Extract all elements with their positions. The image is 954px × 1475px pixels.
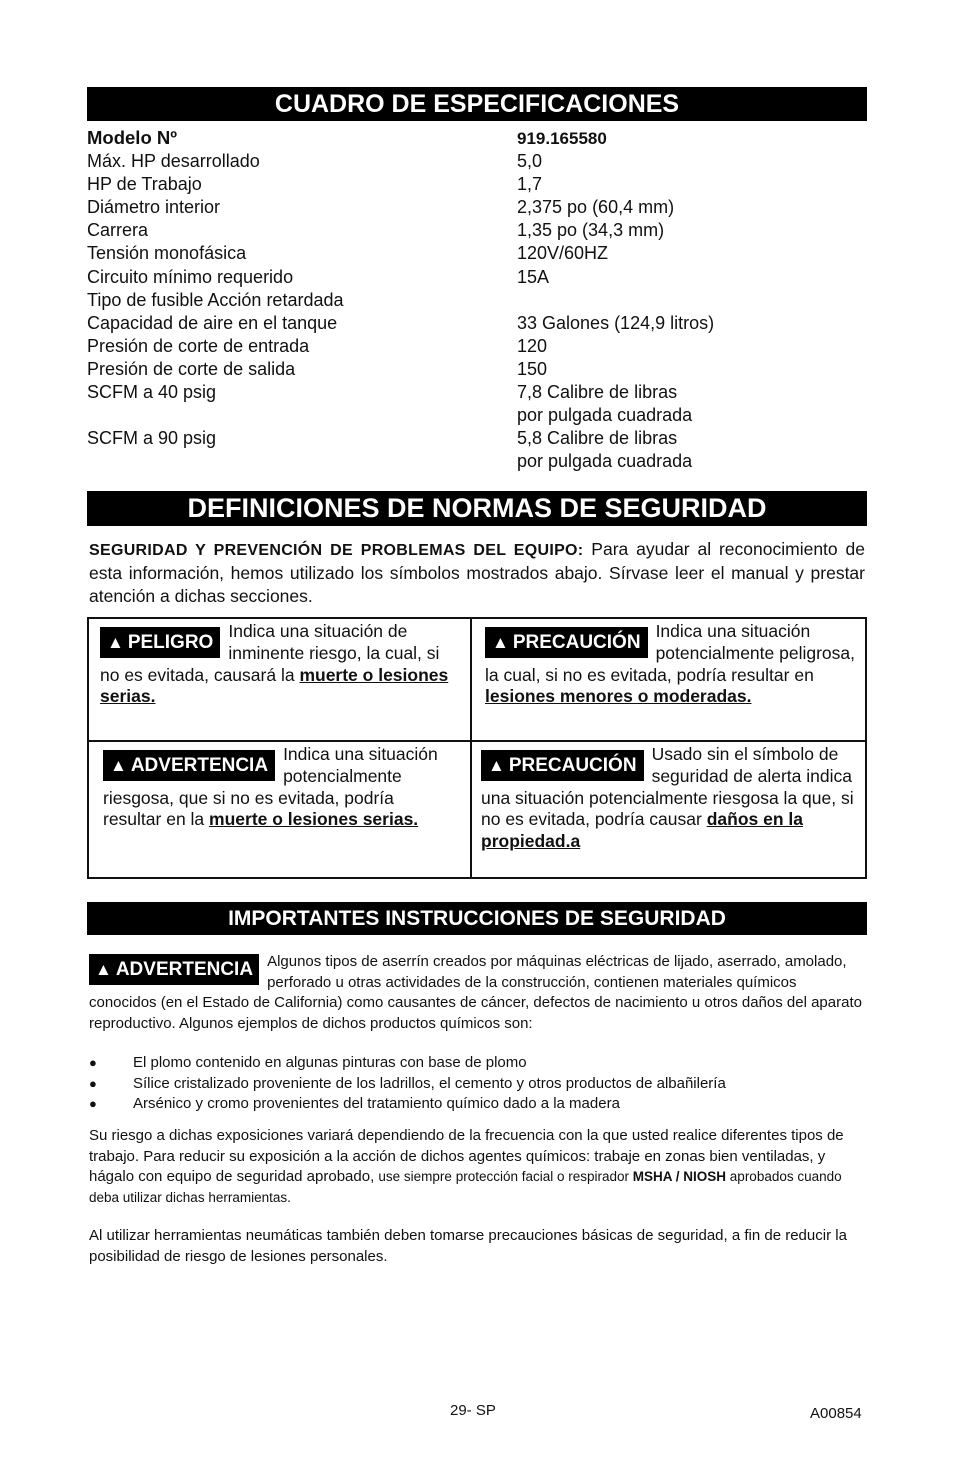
spec-row — [87, 266, 867, 289]
badge-label: PELIGRO — [127, 632, 214, 653]
cell-precaucion-no-symbol — [481, 744, 857, 853]
cell-text: Indica una situación de inminente riesgo, la cual, si no es evitada, causará la — [100, 621, 440, 685]
spec-table — [87, 126, 867, 473]
list-item — [89, 1074, 865, 1095]
spec-row — [87, 242, 867, 265]
spec-row — [87, 404, 867, 427]
p1-small-b: aprobados cuando deba utilizar dichas herramientas. — [89, 1169, 842, 1205]
spec-value: 150 — [517, 358, 548, 379]
badge-advertencia-main — [89, 954, 259, 985]
p1-bold: MSHA / NIOSH — [632, 1169, 727, 1184]
spec-header-value: 919.165580 — [517, 129, 607, 148]
badge-precaucion — [485, 627, 648, 658]
spec-value: 1,7 — [517, 174, 543, 195]
spec-row — [87, 335, 867, 358]
cell-text: Indica una situación potencialmente riesgosa, que si no es evitada, podría resultar en la — [103, 744, 438, 830]
list-item-text: Arsénico y cromo provenientes del tratamiento químico dado a la madera — [133, 1095, 620, 1112]
badge-label: ADVERTENCIA — [115, 959, 254, 980]
spec-value: 7,8 Calibre de libras — [517, 382, 678, 403]
spec-value: 2,375 po (60,4 mm) — [517, 197, 675, 218]
spec-value: 5,8 Calibre de libras — [517, 428, 678, 449]
spec-row — [87, 219, 867, 242]
spec-label: Circuito mínimo requerido — [87, 266, 294, 287]
spec-row — [87, 196, 867, 219]
badge-label: ADVERTENCIA — [130, 755, 269, 776]
cell-peligro — [100, 621, 452, 708]
spec-value: por pulgada cuadrada — [517, 405, 693, 426]
bullet-icon: ● — [89, 1055, 97, 1070]
cell-emphasis: daños en la propiedad.a — [481, 809, 803, 852]
instructions-title: IMPORTANTES INSTRUCCIONES DE SEGURIDAD — [87, 902, 867, 935]
spec-value: 5,0 — [517, 151, 543, 172]
grid-divider-horizontal — [89, 740, 865, 742]
spec-value: 120V/60HZ — [517, 243, 609, 264]
spec-value: 15A — [517, 266, 550, 287]
spec-label — [87, 404, 517, 427]
spec-row — [87, 173, 867, 196]
spec-header-label: Modelo Nº — [87, 127, 177, 148]
spec-row — [87, 427, 867, 450]
spec-label: SCFM a 90 psig — [87, 428, 217, 449]
spec-title: CUADRO DE ESPECIFICACIONES — [87, 87, 867, 121]
list-item-text: El plomo contenido en algunas pinturas con base de plomo — [133, 1054, 527, 1071]
spec-label: Carrera — [87, 220, 149, 241]
page-number: 29- SP — [450, 1402, 496, 1419]
warning-triangle-icon: ▲ — [488, 756, 505, 775]
spec-label: Presión de corte de salida — [87, 358, 296, 379]
spec-label: Capacidad de aire en el tanque — [87, 312, 338, 333]
badge-precaucion-2 — [481, 750, 644, 781]
cell-text: Indica una situación potencialmente peligrosa, la cual, si no es evitada, podría resultar en — [485, 621, 855, 685]
badge-advertencia — [103, 750, 275, 781]
spec-label: Presión de corte de entrada — [87, 335, 310, 356]
spec-value: 120 — [517, 335, 548, 356]
pneumatic-paragraph: Al utilizar herramientas neumáticas también deben tomarse precauciones básicas de seguridad, a fin de reducir la posibilidad de riesgo de lesiones personales. — [89, 1227, 847, 1265]
p1-small-a: use siempre protección facial o respirador — [378, 1169, 633, 1184]
bullet-icon: ● — [89, 1096, 97, 1111]
p1-main: Su riesgo a dichas exposiciones variará dependiendo de la frecuencia con la que usted realice diferentes tipos de trabajo. Para reducir su exposición a la acción de dichos agentes químicos: trabaje en zonas bien ventiladas, y hágalo con equipo de seguridad aprobado, — [89, 1127, 844, 1185]
warning-triangle-icon: ▲ — [107, 633, 124, 652]
intro-text: Para ayudar al reconocimiento de esta información, hemos utilizado los símbolos mostrados abajo. Sírvase leer el manual y prestar atención a dichas secciones. — [89, 539, 865, 606]
cell-text: Usado sin el símbolo de seguridad de alerta indica una situación potencialmente riesgosa la que, si no es evitada, podría causar — [481, 744, 854, 830]
list-item — [89, 1053, 865, 1074]
spec-row — [87, 381, 867, 404]
badge-label: PRECAUCIÓN — [508, 755, 637, 776]
intro-bold: SEGURIDAD Y PREVENCIÓN DE PROBLEMAS DEL EQUIPO: — [89, 542, 584, 559]
chemical-list — [89, 1053, 865, 1115]
spec-row — [87, 358, 867, 381]
exposure-paragraph — [89, 1126, 865, 1208]
definitions-intro — [89, 538, 865, 608]
cell-emphasis: lesiones menores o moderadas. — [485, 686, 752, 707]
spec-header-row — [87, 126, 867, 150]
spec-label: Diámetro interior — [87, 197, 221, 218]
spec-row — [87, 289, 867, 312]
list-item — [89, 1094, 865, 1115]
warning-text: Algunos tipos de aserrín creados por máquinas eléctricas de lijado, aserrado, amolado, perforado u otras actividades de la construcción, contienen materiales químicos conocidos (en el Estado de California) como causantes de cáncer, defectos de nacimiento u otros daños del aparato reproductivo. Algunos ejemplos de dichos productos químicos son: — [89, 953, 862, 1032]
cell-emphasis: muerte o lesiones serias. — [100, 664, 449, 707]
grid-divider-vertical — [470, 619, 472, 877]
spec-label: Máx. HP desarrollado — [87, 151, 260, 172]
warning-triangle-icon: ▲ — [492, 633, 509, 652]
document-code: A00854 — [810, 1405, 862, 1422]
warning-triangle-icon: ▲ — [95, 960, 112, 979]
cell-emphasis: muerte o lesiones serias. — [209, 809, 419, 830]
spec-row — [87, 312, 867, 335]
bullet-icon: ● — [89, 1075, 97, 1091]
cell-advertencia — [103, 744, 451, 831]
california-warning — [89, 952, 865, 1034]
spec-row — [87, 450, 867, 473]
spec-row — [87, 150, 867, 173]
warning-triangle-icon: ▲ — [110, 756, 127, 775]
spec-label: SCFM a 40 psig — [87, 382, 217, 403]
badge-peligro — [100, 627, 220, 658]
cell-precaucion — [485, 621, 857, 708]
list-item-text: Sílice cristalizado proveniente de los ladrillos, el cemento y otros productos de albañilería — [133, 1074, 726, 1092]
spec-label: Tipo de fusible Acción retardada — [87, 289, 344, 310]
spec-label: HP de Trabajo — [87, 174, 202, 195]
definitions-title: DEFINICIONES DE NORMAS DE SEGURIDAD — [87, 491, 867, 526]
signal-word-grid — [87, 617, 867, 879]
spec-value: 33 Galones (124,9 litros) — [517, 312, 715, 333]
spec-label: Tensión monofásica — [87, 243, 247, 264]
spec-label — [87, 450, 517, 473]
spec-value: por pulgada cuadrada — [517, 451, 693, 472]
spec-value: 1,35 po (34,3 mm) — [517, 220, 665, 241]
badge-label: PRECAUCIÓN — [512, 632, 641, 653]
